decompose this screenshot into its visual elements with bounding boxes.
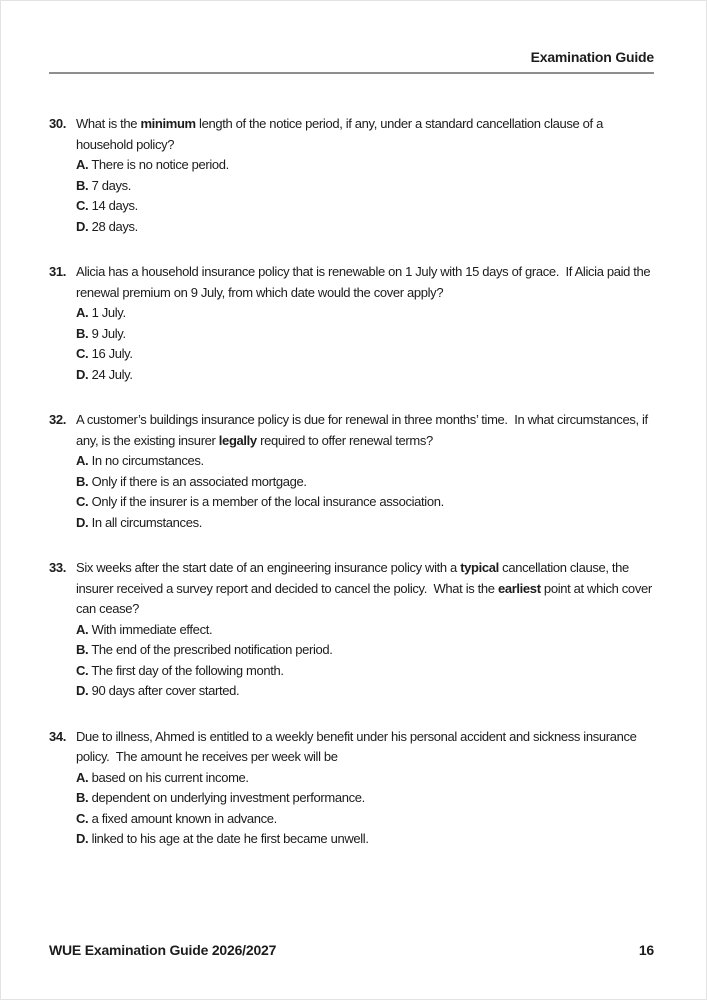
answer-option (76, 324, 654, 345)
question-body (76, 114, 654, 237)
question-block (49, 558, 654, 702)
answer-option (76, 303, 654, 324)
answer-option (76, 788, 654, 809)
stem-bold-term: typical (460, 560, 499, 575)
question-block (49, 727, 654, 850)
option-letter: B. (76, 642, 89, 657)
header-rule (49, 72, 654, 74)
answer-option (76, 472, 654, 493)
question-stem (76, 558, 654, 620)
stem-text: required to offer renewal terms? (256, 432, 433, 448)
stem-text: point at which cover can cease? (76, 580, 656, 616)
stem-bold-term: earliest (497, 580, 541, 596)
question-body (76, 558, 654, 702)
page-footer (49, 942, 654, 959)
option-letter: C. (76, 198, 89, 213)
stem-bold-term: legally (218, 432, 257, 448)
question-body (76, 727, 654, 850)
question-number: 32. (49, 412, 67, 427)
option-text: 9 July. (88, 325, 126, 341)
answer-option (76, 217, 654, 238)
stem-text: Alicia has a household insurance policy that is renewable on 1 July with 15 days of grace. If Alicia paid the renewal premium on 9 July, from which date would the cover apply? (76, 264, 654, 300)
options-list (76, 768, 654, 850)
option-text: 14 days. (88, 198, 138, 213)
option-letter: D. (76, 514, 89, 530)
answer-option (76, 640, 654, 661)
option-text: 7 days. (88, 177, 132, 193)
option-letter: D. (76, 683, 89, 698)
option-text: The first day of the following month. (88, 662, 284, 678)
option-letter: B. (76, 790, 89, 805)
stem-text: cancellation clause, the insurer received a survey report and decided to cancel the policy. What is the (76, 560, 633, 596)
footer-document-title: WUE Examination Guide 2026/2027 (49, 942, 277, 958)
option-letter: D. (76, 831, 89, 846)
question-block (49, 410, 654, 533)
answer-option (76, 809, 654, 830)
option-letter: A. (76, 453, 89, 468)
footer-page-number: 16 (638, 942, 654, 958)
options-list (76, 620, 654, 702)
option-letter: C. (76, 494, 89, 509)
answer-option (76, 513, 654, 534)
question-number: 33. (49, 560, 67, 575)
option-text: dependent on underlying investment performance. (88, 790, 365, 805)
question-number: 31. (49, 264, 67, 279)
option-letter: C. (76, 810, 89, 826)
option-letter: C. (76, 346, 89, 361)
question-number: 34. (49, 728, 67, 744)
option-text: In no circumstances. (88, 453, 204, 468)
stem-text: What is the (76, 116, 141, 131)
option-text: 1 July. (88, 305, 126, 320)
question-stem (76, 727, 654, 768)
answer-option (76, 681, 654, 702)
answer-option (76, 768, 654, 789)
option-letter: A. (76, 157, 89, 172)
option-text: With immediate effect. (88, 621, 213, 637)
option-text: a fixed amount known in advance. (88, 810, 277, 826)
options-list (76, 155, 654, 237)
options-list (76, 303, 654, 385)
page-header (49, 49, 654, 74)
option-text: based on his current income. (88, 769, 249, 785)
option-letter: C. (76, 662, 89, 678)
header-title: Examination Guide (530, 49, 654, 65)
stem-text: length of the notice period, if any, under a standard cancellation clause of a household policy? (76, 116, 607, 152)
answer-option (76, 155, 654, 176)
answer-option (76, 829, 654, 850)
option-text: Only if the insurer is a member of the local insurance association. (88, 494, 444, 509)
option-letter: B. (76, 473, 89, 489)
option-text: 90 days after cover started. (88, 683, 240, 698)
stem-text: Six weeks after the start date of an engineering insurance policy with a (76, 560, 461, 575)
option-text: linked to his age at the date he first became unwell. (88, 831, 369, 846)
option-letter: D. (76, 366, 89, 382)
option-text: 24 July. (88, 366, 133, 382)
question-number: 30. (49, 116, 67, 131)
option-letter: B. (76, 177, 89, 193)
answer-option (76, 661, 654, 682)
question-stem (76, 262, 654, 303)
options-list (76, 451, 654, 533)
option-letter: B. (76, 325, 89, 341)
option-letter: D. (76, 218, 89, 234)
option-text: Only if there is an associated mortgage. (88, 473, 307, 489)
answer-option (76, 196, 654, 217)
option-text: 28 days. (88, 218, 138, 234)
question-block (49, 262, 654, 385)
option-letter: A. (76, 769, 89, 785)
question-stem (76, 114, 654, 155)
questions-list (49, 114, 654, 850)
option-text: In all circumstances. (88, 514, 202, 530)
answer-option (76, 176, 654, 197)
answer-option (76, 451, 654, 472)
answer-option (76, 492, 654, 513)
question-block (49, 114, 654, 237)
question-body (76, 262, 654, 385)
option-letter: A. (76, 621, 89, 637)
option-letter: A. (76, 305, 89, 320)
stem-text: A customer’s buildings insurance policy is due for renewal in three months’ time. In what circumstances, if any, is the existing insurer (76, 412, 652, 448)
question-body (76, 410, 654, 533)
question-stem (76, 410, 654, 451)
stem-text: Due to illness, Ahmed is entitled to a weekly benefit under his personal accident and sickness insurance policy. The amount he receives per week will be (76, 728, 640, 764)
answer-option (76, 365, 654, 386)
option-text: 16 July. (88, 346, 133, 361)
option-text: The end of the prescribed notification period. (88, 642, 333, 657)
answer-option (76, 620, 654, 641)
stem-bold-term: minimum (140, 116, 196, 131)
option-text: There is no notice period. (88, 157, 229, 172)
answer-option (76, 344, 654, 365)
